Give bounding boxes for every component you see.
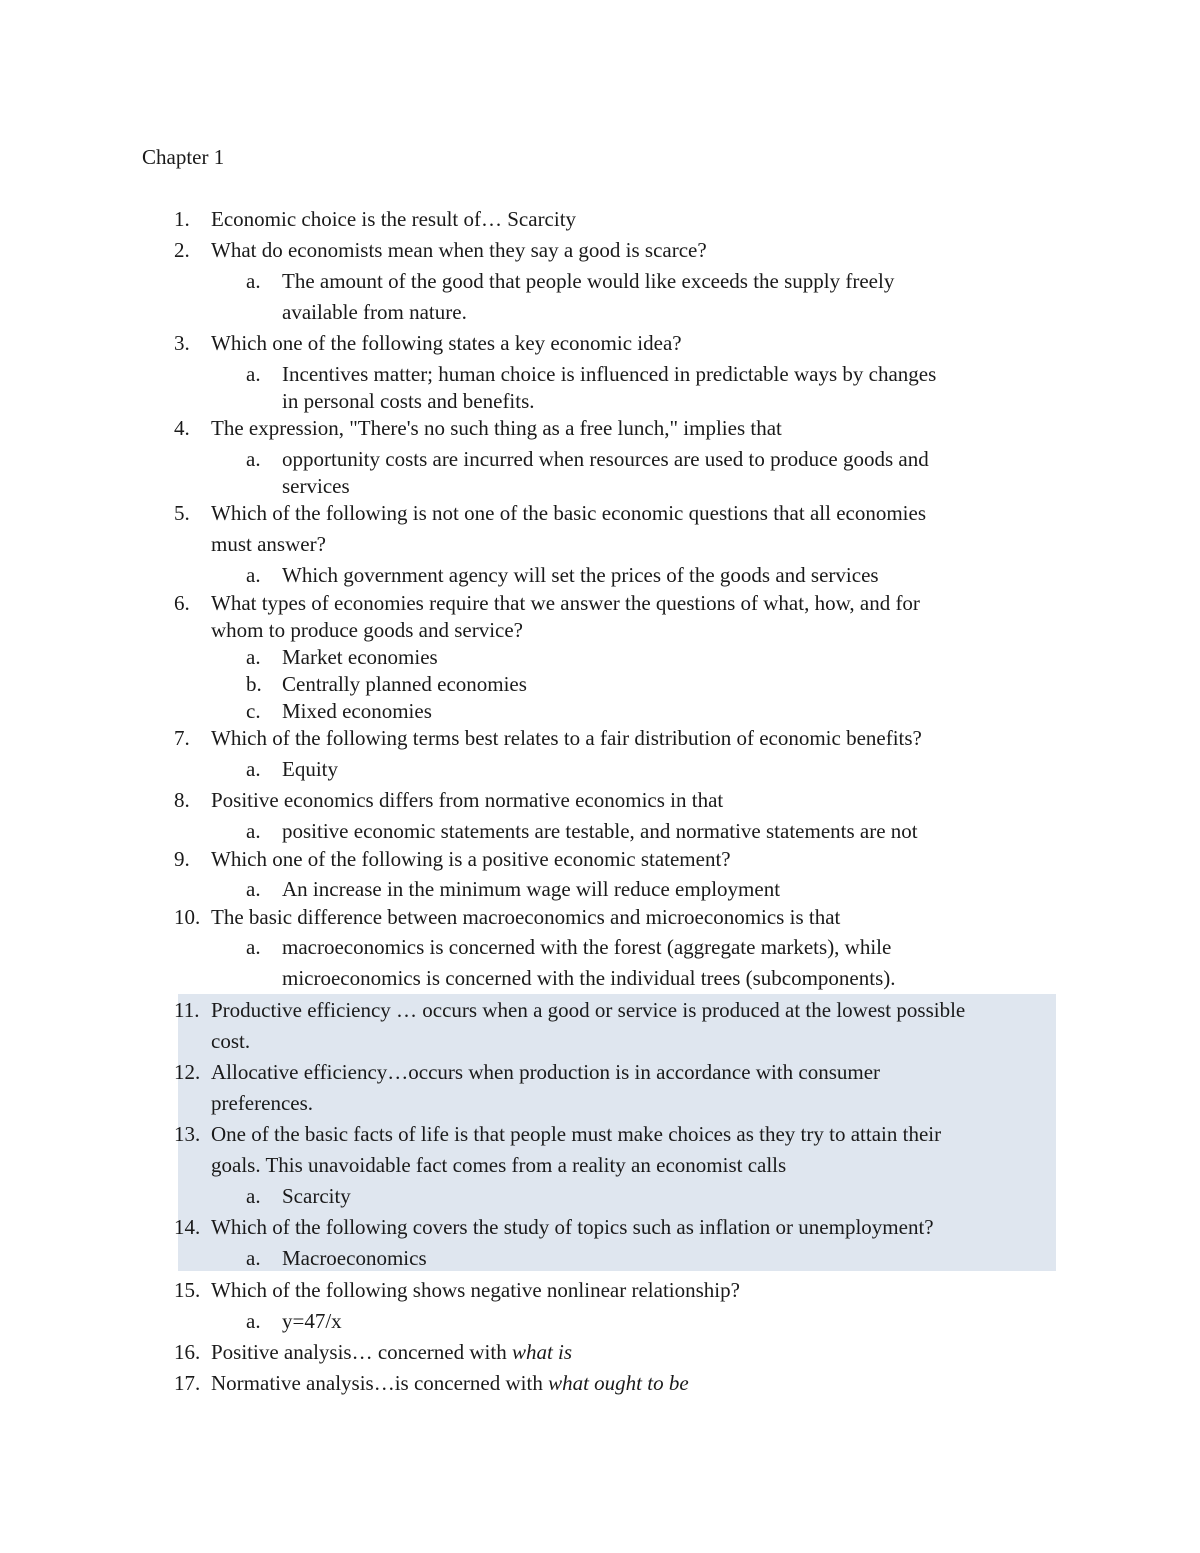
answer-text: positive economic statements are testable, and normative statements are not xyxy=(282,819,918,843)
question-text xyxy=(211,1337,572,1367)
item-number: 14. xyxy=(174,1215,201,1239)
answer-marker: c. xyxy=(246,699,261,723)
question-text-plain: Positive analysis… concerned with xyxy=(211,1340,512,1364)
question-text: The expression, "There's no such thing as a free lunch," implies that xyxy=(211,416,782,440)
question-text: Which of the following covers the study of topics such as inflation or unemployment? xyxy=(211,1215,934,1239)
item-number: 7. xyxy=(174,726,190,750)
item-number: 5. xyxy=(174,501,190,525)
answer-text: y=47/x xyxy=(282,1309,342,1333)
item-number: 11. xyxy=(174,998,200,1022)
answer-marker: a. xyxy=(246,645,261,669)
answer-text: in personal costs and benefits. xyxy=(282,389,535,413)
question-text: Productive efficiency … occurs when a good or service is produced at the lowest possible xyxy=(211,998,966,1022)
answer-text: available from nature. xyxy=(282,300,467,324)
question-text: Which one of the following states a key economic idea? xyxy=(211,331,682,355)
question-text: Allocative efficiency…occurs when production is in accordance with consumer xyxy=(211,1060,881,1084)
item-number: 10. xyxy=(174,905,201,929)
answer-text: Equity xyxy=(282,757,338,781)
question-text: cost. xyxy=(211,1029,251,1053)
item-number: 8. xyxy=(174,788,190,812)
answer-marker: a. xyxy=(246,447,261,471)
answer-text: Macroeconomics xyxy=(282,1246,427,1270)
question-text xyxy=(211,1368,689,1398)
chapter-title: Chapter 1 xyxy=(142,145,225,169)
answer-marker: a. xyxy=(246,1309,261,1333)
item-number: 16. xyxy=(174,1340,201,1364)
answer-marker: a. xyxy=(246,1184,261,1208)
answer-text: An increase in the minimum wage will reduce employment xyxy=(282,877,781,901)
question-text: What types of economies require that we answer the questions of what, how, and for xyxy=(211,591,920,615)
question-text: goals. This unavoidable fact comes from a reality an economist calls xyxy=(211,1153,787,1177)
question-text: What do economists mean when they say a good is scarce? xyxy=(211,238,707,262)
question-text: preferences. xyxy=(211,1091,314,1115)
item-number: 4. xyxy=(174,416,190,440)
answer-marker: a. xyxy=(246,269,261,293)
question-text: The basic difference between macroeconomics and microeconomics is that xyxy=(211,905,841,929)
item-number: 6. xyxy=(174,591,190,615)
question-text: Which of the following shows negative nonlinear relationship? xyxy=(211,1278,740,1302)
question-text: must answer? xyxy=(211,532,326,556)
item-number: 13. xyxy=(174,1122,201,1146)
answer-marker: a. xyxy=(246,362,261,386)
question-text: Positive economics differs from normative economics in that xyxy=(211,788,724,812)
answer-marker: a. xyxy=(246,563,261,587)
answer-text: Which government agency will set the prices of the goods and services xyxy=(282,563,879,587)
answer-marker: a. xyxy=(246,877,261,901)
question-text: Which one of the following is a positive economic statement? xyxy=(211,847,731,871)
answer-text: Scarcity xyxy=(282,1184,351,1208)
question-text-plain: Normative analysis…is concerned with xyxy=(211,1371,549,1395)
question-text: whom to produce goods and service? xyxy=(211,618,523,642)
question-text: Which of the following terms best relates to a fair distribution of economic benefits? xyxy=(211,726,922,750)
item-number: 1. xyxy=(174,207,190,231)
question-text: One of the basic facts of life is that people must make choices as they try to attain their xyxy=(211,1122,942,1146)
answer-text: The amount of the good that people would like exceeds the supply freely xyxy=(282,269,895,293)
question-text-emphasis: what ought to be xyxy=(548,1371,689,1395)
item-number: 17. xyxy=(174,1371,201,1395)
answer-text: services xyxy=(282,474,350,498)
question-text: Which of the following is not one of the basic economic questions that all economies xyxy=(211,501,926,525)
answer-marker: a. xyxy=(246,935,261,959)
answer-marker: a. xyxy=(246,757,261,781)
item-number: 2. xyxy=(174,238,190,262)
item-number: 15. xyxy=(174,1278,201,1302)
answer-text: Market economies xyxy=(282,645,438,669)
answer-text: microeconomics is concerned with the individual trees (subcomponents). xyxy=(282,966,896,990)
question-text: Economic choice is the result of… Scarcity xyxy=(211,207,577,231)
answer-text: macroeconomics is concerned with the forest (aggregate markets), while xyxy=(282,935,892,959)
item-number: 12. xyxy=(174,1060,201,1084)
item-number: 9. xyxy=(174,847,190,871)
answer-text: Centrally planned economies xyxy=(282,672,527,696)
answer-marker: b. xyxy=(246,672,262,696)
question-text-emphasis: what is xyxy=(511,1340,573,1364)
item-number: 3. xyxy=(174,331,190,355)
answer-marker: a. xyxy=(246,1246,261,1270)
answer-text: Mixed economies xyxy=(282,699,432,723)
answer-text: Incentives matter; human choice is influenced in predictable ways by changes xyxy=(282,362,937,386)
answer-text: opportunity costs are incurred when resources are used to produce goods and xyxy=(282,447,929,471)
answer-marker: a. xyxy=(246,819,261,843)
